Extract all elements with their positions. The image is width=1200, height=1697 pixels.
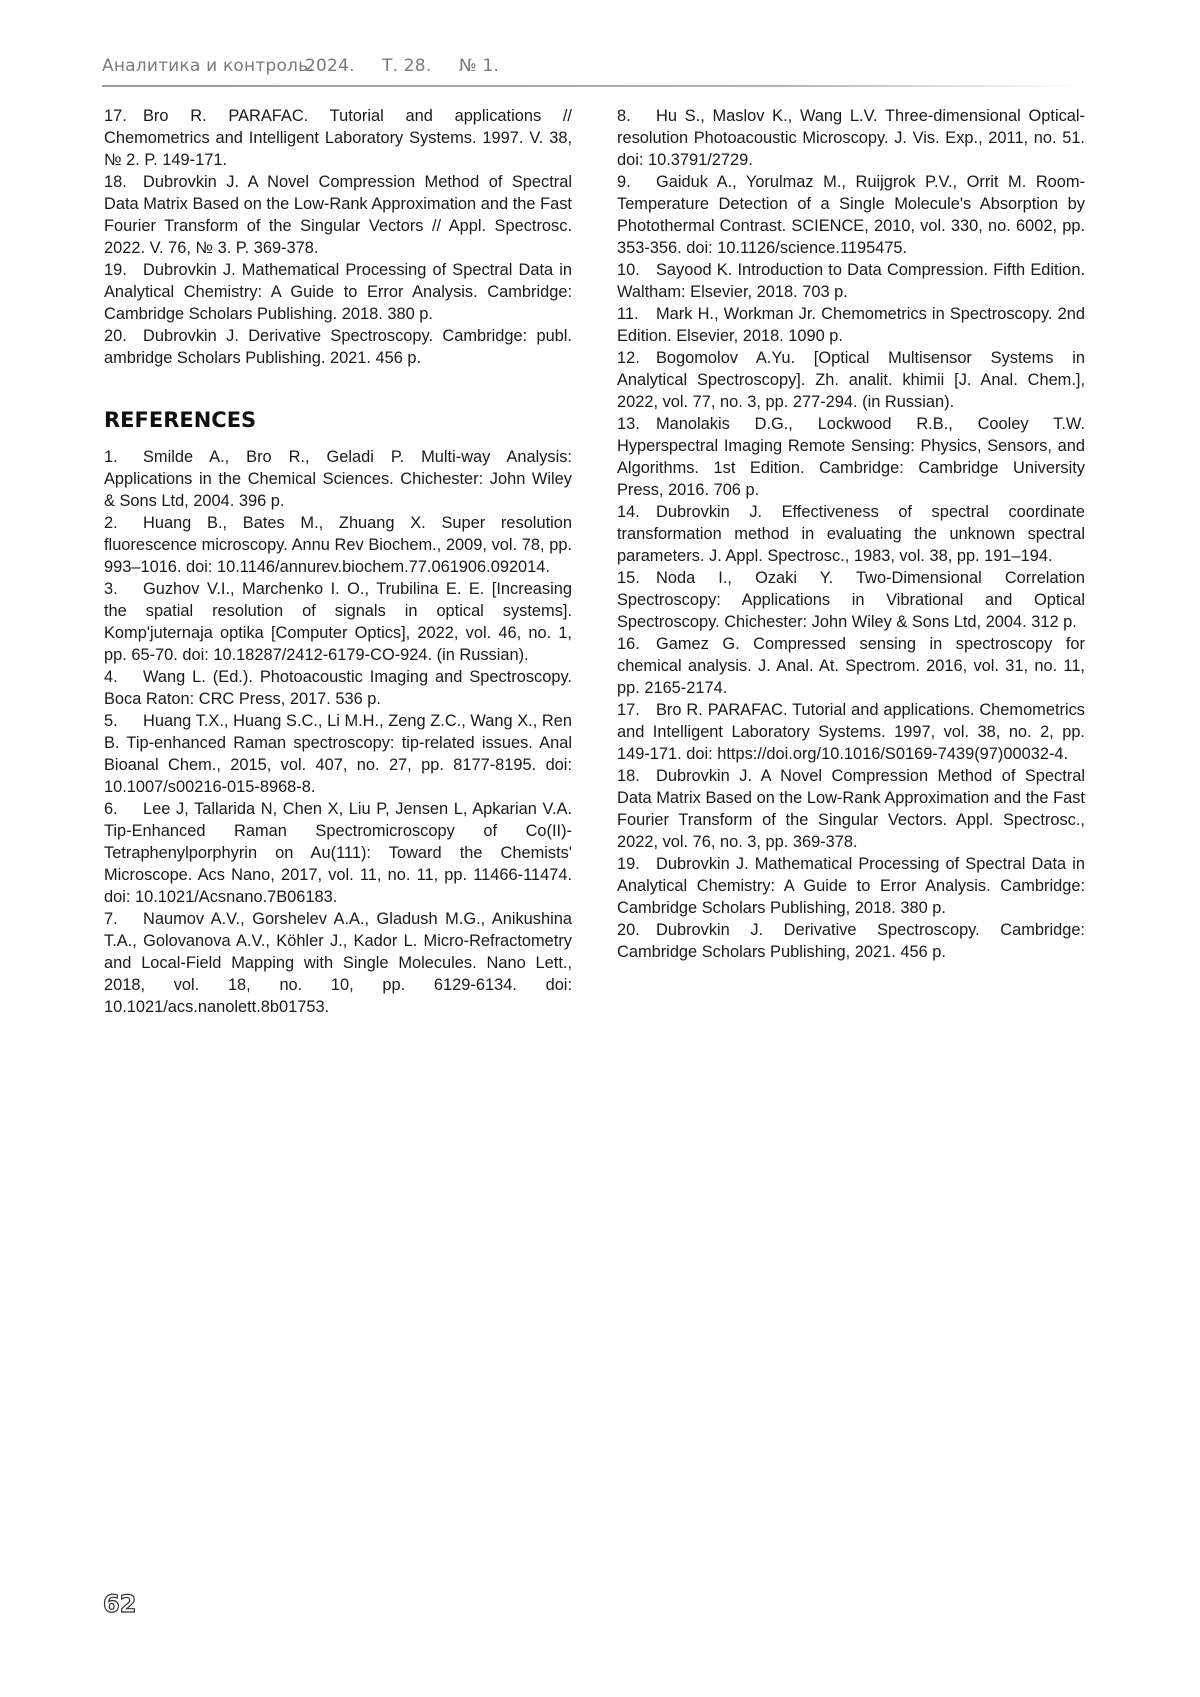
reference-text: Mark H., Workman Jr. Chemometrics in Spectroscopy. 2nd Edition. Elsevier, 2018. 1090 p. xyxy=(617,305,1085,345)
reference-number: 18. xyxy=(617,767,640,785)
page-number: 62 xyxy=(103,1590,137,1618)
reference-text: Gaiduk A., Yorulmaz M., Ruijgrok P.V., Orrit M. Room-Temperature Detection of a Single Molecule's Absorption by Photothermal Contrast. SCIENCE, 2010, vol. 330, no. 6002, pp. 353-356. doi: 10.1126/science.1195475. xyxy=(617,173,1085,257)
reference-text: Hu S., Maslov K., Wang L.V. Three-dimensional Optical-resolution Photoacoustic Microscopy. J. Vis. Exp., 2011, no. 51. doi: 10.3791/2729. xyxy=(617,107,1085,169)
reference-text: Naumov A.V., Gorshelev A.A., Gladush M.G., Anikushina T.A., Golovanova A.V., Köhler J., Kador L. Micro-Refractometry and Local-Field Mapping with Single Molecules. Nano Lett., 2018, vol. 18, no. 10, pp. 6129-6134. doi: 10.1021/acs.nanolett.8b01753. xyxy=(104,910,572,1016)
reference-number: 19. xyxy=(617,855,640,873)
reference-text: Dubrovkin J. Effectiveness of spectral coordinate transformation method in evaluating the unknown spectral parameters. J. Appl. Spectrosc., 1983, vol. 38, pp. 191–194. xyxy=(617,503,1085,565)
reference-item xyxy=(617,699,1085,765)
reference-text: Noda I., Ozaki Y. Two-Dimensional Correlation Spectroscopy: Applications in Vibrational and Optical Spectroscopy. Chichester: John Wiley & Sons Ltd, 2004. 312 p. xyxy=(617,569,1085,631)
reference-item xyxy=(104,578,572,666)
reference-item xyxy=(104,666,572,710)
reference-item xyxy=(617,501,1085,567)
reference-item xyxy=(617,413,1085,501)
reference-text: Lee J, Tallarida N, Chen X, Liu P, Jensen L, Apkarian V.A. Tip-Enhanced Raman Spectromicroscopy of Co(II)-Tetraphenylporphyrin on Au(111): Toward the Chemists' Microscope. Acs Nano, 2017, vol. 11, no. 11, pp. 11466-11474. doi: 10.1021/Acsnano.7B06183. xyxy=(104,800,572,906)
reference-item xyxy=(617,765,1085,853)
reference-item xyxy=(104,171,572,259)
reference-item xyxy=(617,919,1085,963)
reference-number: 2. xyxy=(104,514,118,532)
reference-number: 9. xyxy=(617,173,631,191)
reference-text: Huang B., Bates M., Zhuang X. Super resolution fluorescence microscopy. Annu Rev Biochem., 2009, vol. 78, pp. 993–1016. doi: 10.1146/annurev.biochem.77.061906.092014. xyxy=(104,514,572,576)
reference-number: 18. xyxy=(104,173,127,191)
reference-number: 10. xyxy=(617,261,640,279)
reference-item xyxy=(104,908,572,1018)
reference-number: 8. xyxy=(617,107,631,125)
reference-number: 15. xyxy=(617,569,640,587)
reference-text: Dubrovkin J. Mathematical Processing of Spectral Data in Analytical Chemistry: A Guide to Error Analysis. Cambridge: Cambridge Scholars Publishing, 2018. 380 p. xyxy=(617,855,1085,917)
reference-item xyxy=(104,512,572,578)
reference-number: 13. xyxy=(617,415,640,433)
reference-text: Dubrovkin J. Derivative Spectroscopy. Cambridge: publ. ambridge Scholars Publishing. 2021. 456 p. xyxy=(104,327,572,367)
reference-number: 1. xyxy=(104,448,118,466)
reference-text: Manolakis D.G., Lockwood R.B., Cooley T.W. Hyperspectral Imaging Remote Sensing: Physics, Sensors, and Algorithms. 1st Edition. Cambridge: Cambridge University Press, 2016. 706 p. xyxy=(617,415,1085,499)
reference-number: 11. xyxy=(617,305,639,323)
reference-number: 4. xyxy=(104,668,118,686)
reference-item xyxy=(104,710,572,798)
reference-text: Bro R. PARAFAC. Tutorial and applications // Chemometrics and Intelligent Laboratory Systems. 1997. V. 38, № 2. P. 149-171. xyxy=(104,107,572,169)
header-divider xyxy=(102,85,1082,87)
reference-item xyxy=(617,171,1085,259)
reference-text: Dubrovkin J. A Novel Compression Method of Spectral Data Matrix Based on the Low-Rank Approximation and the Fast Fourier Transform of the Singular Vectors // Appl. Spectrosc. 2022. V. 76, № 3. P. 369-378. xyxy=(104,173,572,257)
reference-text: Wang L. (Ed.). Photoacoustic Imaging and Spectroscopy. Boca Raton: CRC Press, 2017. 536 p. xyxy=(104,668,572,708)
reference-text: Bogomolov A.Yu. [Optical Multisensor Systems in Analytical Spectroscopy]. Zh. analit. khimii [J. Anal. Chem.], 2022, vol. 77, no. 3, pp. 277-294. (in Russian). xyxy=(617,349,1085,411)
reference-item xyxy=(104,259,572,325)
reference-item xyxy=(617,259,1085,303)
reference-item xyxy=(104,798,572,908)
reference-text: Dubrovkin J. Derivative Spectroscopy. Cambridge: Cambridge Scholars Publishing, 2021. 456 p. xyxy=(617,921,1085,961)
running-header xyxy=(102,56,1082,86)
reference-number: 16. xyxy=(617,635,640,653)
issue-year: 2024. xyxy=(305,56,355,76)
reference-number: 17. xyxy=(617,701,640,719)
references-heading: REFERENCES xyxy=(104,408,257,432)
reference-text: Dubrovkin J. A Novel Compression Method of Spectral Data Matrix Based on the Low-Rank Approximation and the Fast Fourier Transform of the Singular Vectors. Appl. Spectrosc., 2022, vol. 76, no. 3, pp. 369-378. xyxy=(617,767,1085,851)
issue-number: № 1. xyxy=(459,56,500,76)
reference-text: Guzhov V.I., Marchenko I. O., Trubilina E. E. [Increasing the spatial resolution of signals in optical systems]. Komp'juternaja optika [Computer Optics], 2022, vol. 46, no. 1, pp. 65-70. doi: 10.18287/2412-6179-CO-924. (in Russian). xyxy=(104,580,572,664)
reference-number: 5. xyxy=(104,712,118,730)
reference-item xyxy=(104,105,572,171)
reference-number: 6. xyxy=(104,800,118,818)
reference-item xyxy=(617,633,1085,699)
reference-text: Bro R. PARAFAC. Tutorial and applications. Chemometrics and Intelligent Laboratory Systems. 1997, vol. 38, no. 2, pp. 149-171. doi: https://doi.org/10.1016/S0169-7439(97)00032-4. xyxy=(617,701,1085,763)
left-column xyxy=(104,105,572,1018)
reference-item xyxy=(617,567,1085,633)
reference-text: Huang T.X., Huang S.C., Li M.H., Zeng Z.C., Wang X., Ren B. Tip-enhanced Raman spectroscopy: tip-related issues. Anal Bioanal Chem., 2015, vol. 407, no. 27, pp. 8177-8195. doi: 10.1007/s00216-015-8968-8. xyxy=(104,712,572,796)
reference-number: 20. xyxy=(104,327,127,345)
reference-number: 20. xyxy=(617,921,640,939)
reference-number: 7. xyxy=(104,910,118,928)
reference-text: Sayood K. Introduction to Data Compression. Fifth Edition. Waltham: Elsevier, 2018. 703 p. xyxy=(617,261,1085,301)
reference-number: 3. xyxy=(104,580,118,598)
reference-item xyxy=(617,347,1085,413)
reference-number: 12. xyxy=(617,349,640,367)
reference-text: Smilde A., Bro R., Geladi P. Multi-way Analysis: Applications in the Chemical Sciences. Chichester: John Wiley & Sons Ltd, 2004. 396 p. xyxy=(104,448,572,510)
reference-item xyxy=(104,446,572,512)
reference-number: 19. xyxy=(104,261,127,279)
reference-item xyxy=(617,303,1085,347)
issue-volume: Т. 28. xyxy=(382,56,432,76)
reference-item xyxy=(617,105,1085,171)
reference-number: 14. xyxy=(617,503,640,521)
reference-item xyxy=(617,853,1085,919)
journal-title: Аналитика и контроль. xyxy=(102,56,314,76)
reference-text: Dubrovkin J. Mathematical Processing of Spectral Data in Analytical Chemistry: A Guide to Error Analysis. Cambridge: Cambridge Scholars Publishing. 2018. 380 p. xyxy=(104,261,572,323)
right-column xyxy=(617,105,1085,963)
reference-number: 17. xyxy=(104,107,127,125)
reference-text: Gamez G. Compressed sensing in spectroscopy for chemical analysis. J. Anal. At. Spectrom. 2016, vol. 31, no. 11, pp. 2165-2174. xyxy=(617,635,1085,697)
reference-item xyxy=(104,325,572,369)
